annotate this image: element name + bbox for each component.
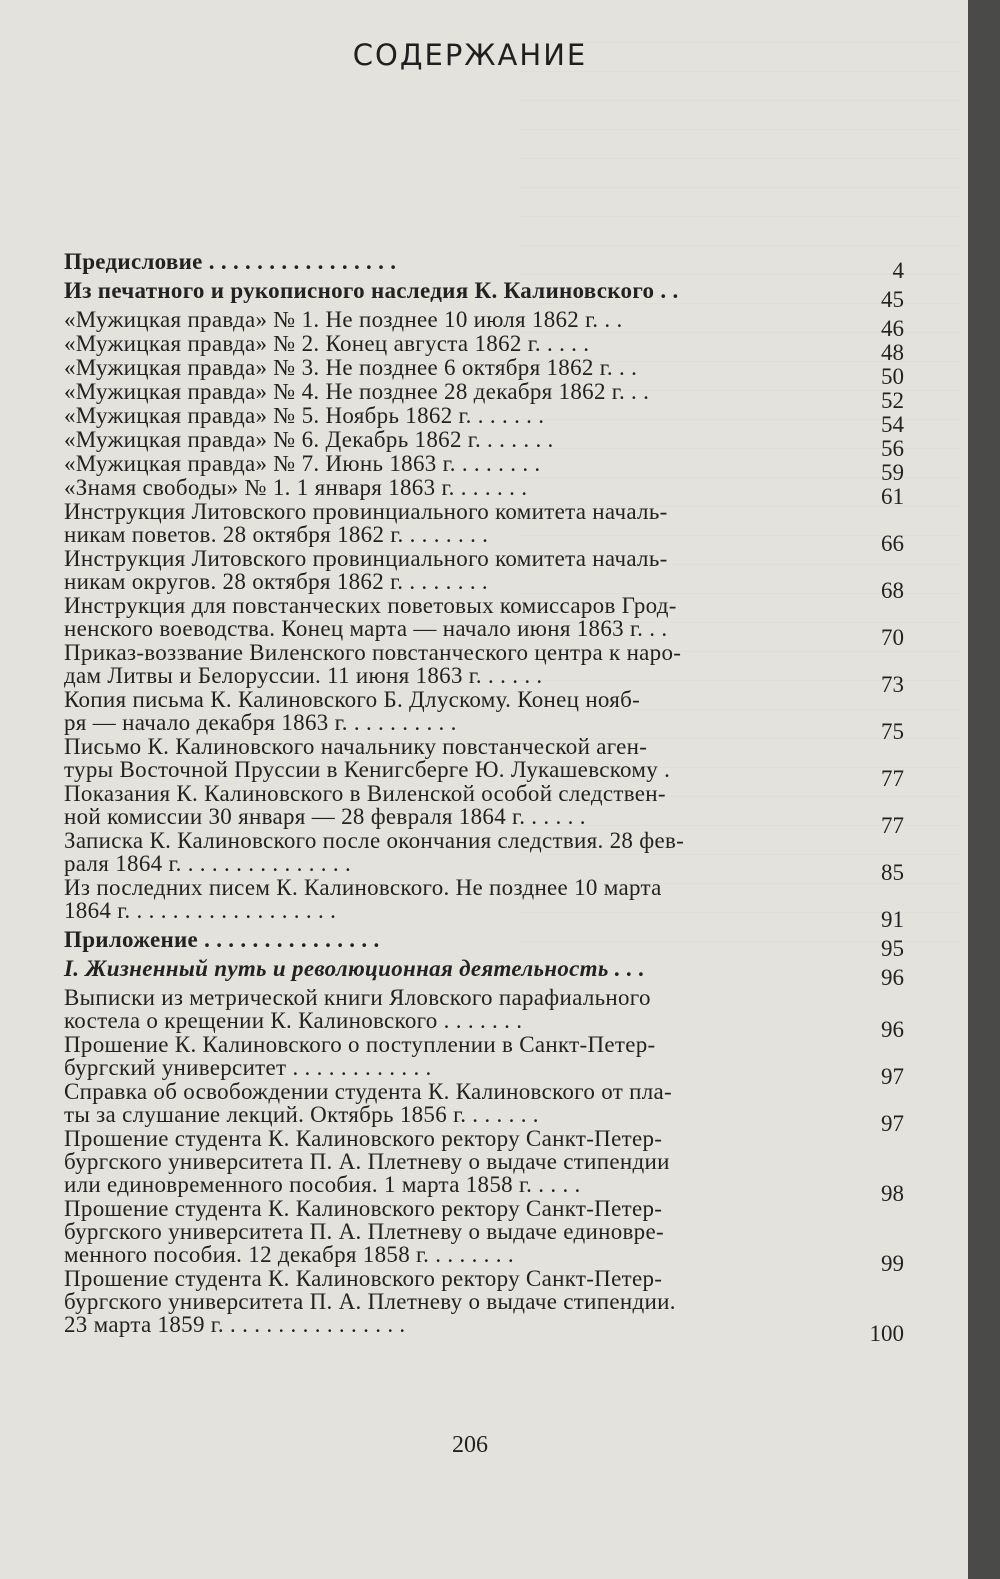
toc-entry [64,307,914,341]
toc-entry-page: 75 [881,719,904,744]
toc-entry-title: «Мужицкая правда» № 3. Не позднее 6 октября 1862 г. . . [64,355,638,380]
toc-entry [64,985,914,1042]
toc-entry-page: 77 [881,766,904,791]
toc-entry-title: Записка К. Калиновского после окончания следствия. 28 фев- раля 1864 г. . . . . . . . . . . . . . . [64,828,685,876]
toc-entry-title: «Мужицкая правда» № 4. Не позднее 28 декабря 1862 г. . . [64,379,650,404]
toc-entry [64,956,914,990]
toc-entry-page: 46 [881,316,904,341]
toc-entry [64,499,914,556]
toc-entry-page: 73 [881,672,904,697]
toc-entry-page: 97 [881,1111,904,1136]
toc-entry-page: 66 [881,531,904,556]
toc-entry-page: 48 [881,340,904,365]
toc-entry-page: 45 [881,287,904,312]
toc-entry [64,355,914,389]
toc-entry [64,1196,914,1276]
toc-entry [64,593,914,650]
toc-entry [64,781,914,838]
toc-entry-title: Предисловие . . . . . . . . . . . . . . . . [64,249,397,274]
toc-entry-title: I. Жизненный путь и революционная деятельность . . . [64,956,645,981]
toc-entry-page: 96 [881,1017,904,1042]
toc-entry [64,927,914,961]
toc-entry-title: Письмо К. Калиновского начальнику повстанческой аген- туры Восточной Пруссии в Кенигсберге Ю. Лукашевскому . [64,734,671,782]
toc-entry-title: Инструкция Литовского провинциального комитета началь- никам округов. 28 октября 1862 г. . . . . . . . [64,546,668,594]
toc-entry-title: Из последних писем К. Калиновского. Не позднее 10 марта 1864 г. . . . . . . . . . . . . . . . . . [64,875,662,923]
toc-entry-page: 56 [881,436,904,461]
toc-entry-title: «Мужицкая правда» № 6. Декабрь 1862 г. . . . . . . [64,427,554,452]
toc-entry [64,1079,914,1136]
toc-entry [64,1032,914,1089]
toc-entry-page: 4 [892,258,904,283]
toc-entry-title: «Мужицкая правда» № 1. Не позднее 10 июля 1862 г. . . [64,307,623,332]
toc-entry [64,546,914,603]
toc-entry-title: Инструкция Литовского провинциального комитета началь- никам поветов. 28 октября 1862 г. . . . . . . . [64,499,668,547]
toc-entry [64,379,914,413]
toc-entry-page: 59 [881,460,904,485]
toc-entry-page: 100 [869,1321,904,1346]
toc-entry-page: 61 [881,484,904,509]
toc-entry-page: 85 [881,860,904,885]
toc-entry-title: «Мужицкая правда» № 5. Ноябрь 1862 г. . . . . . . [64,403,545,428]
toc-entry-page: 99 [881,1251,904,1276]
toc-entry-page: 95 [881,936,904,961]
toc-entry-title: Инструкция для повстанческих поветовых комиссаров Грод- ненского воеводства. Конец марта — начало июня 1863 г. . . [64,593,677,641]
toc-entry-title: Приложение . . . . . . . . . . . . . . . [64,927,380,952]
toc-entry [64,640,914,697]
toc-entry-page: 70 [881,625,904,650]
toc-entry-title: Справка об освобождении студента К. Калиновского от пла- ты за слушание лекций. Октябрь 1856 г. . . . . . . [64,1079,672,1127]
table-of-contents [64,249,914,1346]
toc-entry [64,278,914,312]
toc-entry-title: Приказ-воззвание Виленского повстанческого центра к наро- дам Литвы и Белоруссии. 11 июня 1863 г. . . . . . [64,640,682,688]
toc-entry-title: Прошение К. Калиновского о поступлении в Санкт-Петер- бургский университет . . . . . . . . . . . . [64,1032,656,1080]
toc-entry-page: 91 [881,907,904,932]
toc-entry [64,1126,914,1206]
toc-entry [64,451,914,485]
toc-entry [64,828,914,885]
toc-entry-title: Прошение студента К. Калиновского ректору Санкт-Петер- бургского университета П. А. Плетневу о выдаче стипендии или единовременного пособия. 1 марта 1858 г. . . . . [64,1126,670,1197]
page-number: 206 [452,1432,488,1458]
toc-entry-title: «Мужицкая правда» № 7. Июнь 1863 г. . . . . . . . [64,451,541,476]
toc-entry-page: 50 [881,364,904,389]
toc-entry [64,427,914,461]
toc-entry-title: Копия письма К. Калиновского Б. Длускому. Конец нояб- ря — начало декабря 1863 г. . . . . . . . . . [64,687,641,735]
toc-entry-title: Прошение студента К. Калиновского ректору Санкт-Петер- бургского университета П. А. Плетневу о выдаче единовре- менного пособия. 12 декабря 1858 г. . . . . . . . [64,1196,664,1267]
toc-entry-page: 97 [881,1064,904,1089]
toc-entry-title: «Знамя свободы» № 1. 1 января 1863 г. . . . . . . [64,475,528,500]
toc-entry [64,1266,914,1346]
toc-entry [64,331,914,365]
toc-entry-page: 54 [881,412,904,437]
toc-entry-title: Выписки из метрической книги Яловского парафиального костела о крещении К. Калиновского . . . . . . . [64,985,651,1033]
toc-entry [64,403,914,437]
toc-entry-title: «Мужицкая правда» № 2. Конец августа 1862 г. . . . . [64,331,590,356]
toc-entry-page: 77 [881,813,904,838]
toc-entry-title: Показания К. Калиновского в Виленской особой следствен- ной комиссии 30 января — 28 февраля 1864 г. . . . . . [64,781,666,829]
toc-entry [64,249,914,283]
toc-entry [64,734,914,791]
toc-entry-page: 52 [881,388,904,413]
toc-entry-title: Из печатного и рукописного наследия К. Калиновского . . [64,278,679,303]
toc-entry [64,875,914,932]
toc-entry-page: 68 [881,578,904,603]
toc-entry-title: Прошение студента К. Калиновского ректору Санкт-Петер- бургского университета П. А. Плетневу о выдаче стипендии. 23 марта 1859 г. . . . . . . . . . . . . . . . [64,1266,676,1337]
toc-entry-page: 98 [881,1181,904,1206]
toc-entry-page: 96 [881,965,904,990]
toc-entry [64,687,914,744]
page-title: СОДЕРЖАНИЕ [352,38,588,72]
toc-entry [64,475,914,509]
